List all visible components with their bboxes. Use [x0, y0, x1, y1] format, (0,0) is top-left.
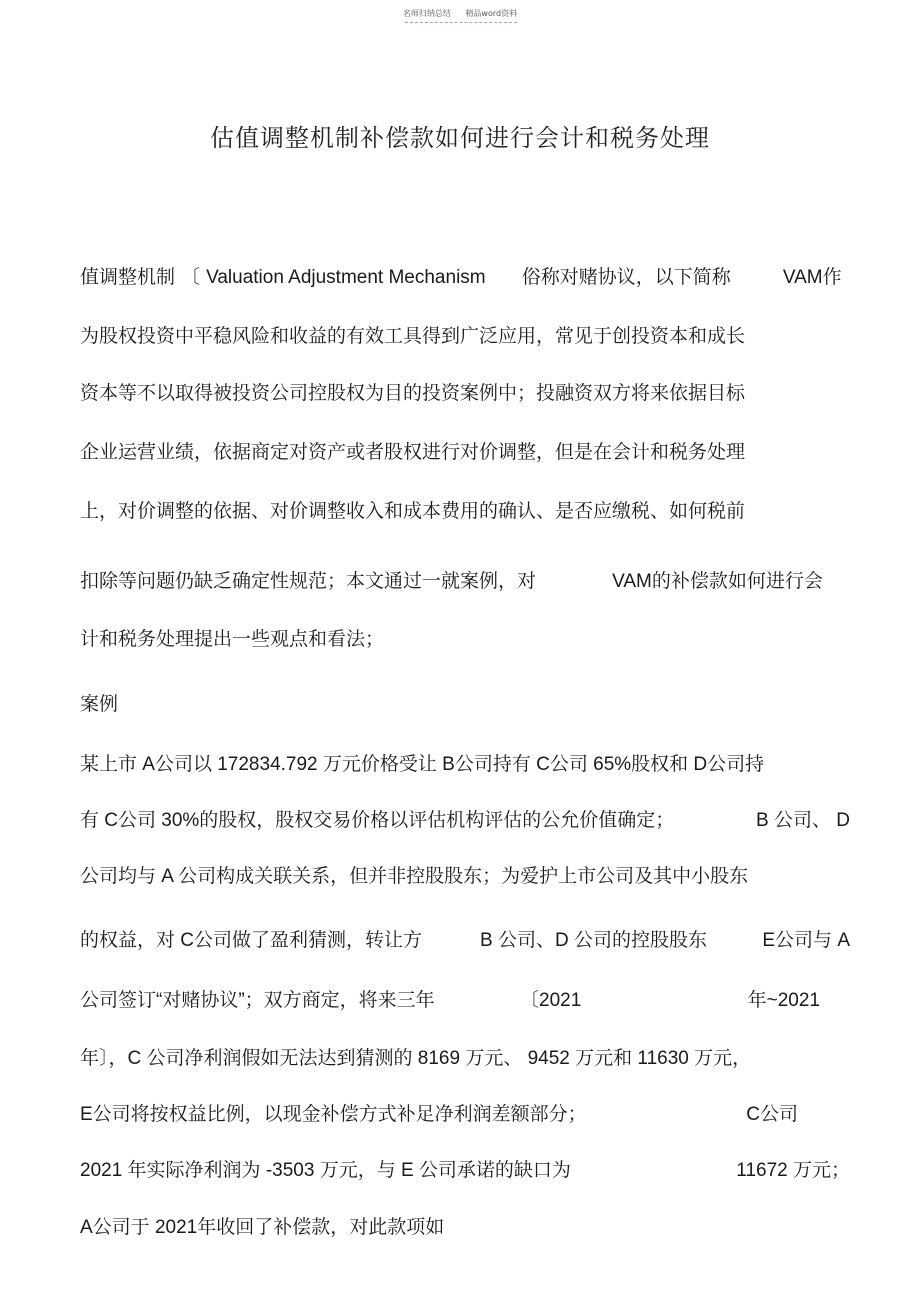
p2-l8-right: 11672 万元； [736, 1160, 850, 1181]
header-right-text: 精品word资料 [465, 9, 518, 18]
paragraph2-line1: 某上市 A公司以 172834.792 万元价格受让 B公司持有 C公司 65%股权和 D公司持 [80, 754, 765, 775]
p1-l1-english-term: Valuation Adjustment Mechanism [206, 267, 486, 288]
paragraph1-line5: 上，对价调整的依据、对价调整收入和成本费用的确认、是否应缴税、如何税前 [80, 500, 746, 522]
paragraph2-line7 [80, 1099, 798, 1126]
paragraph1-line2: 为股权投资中平稳风险和收益的有效工具得到广泛应用，常见于创投资本和成长 [80, 325, 746, 347]
paragraph1-line7: 计和税务处理提出一些观点和看法； [80, 628, 385, 650]
p2-l7-right: C公司 [746, 1104, 798, 1125]
paragraph2-line6: 年〕，C 公司净利润假如无法达到猜测的 8169 万元、 9452 万元和 11630 万元， [80, 1048, 752, 1069]
p2-l5-middle: 〔2021 [520, 990, 582, 1011]
page-header [0, 8, 920, 19]
header-left-text: 名师归纳总结 [402, 9, 451, 18]
p1-l1-middle: 俗称对赌协议，以下简称 [521, 266, 731, 288]
paragraph1-line6 [80, 566, 823, 593]
p2-l2-main: 有 C公司 30%的股权，股权交易价格以评估机构评估的公允价值确定； [80, 810, 675, 831]
section-label: 案例 [80, 693, 119, 715]
p1-l6-prefix: 扣除等问题仍缺乏确定性规范；本文通过一就案例，对 [80, 570, 537, 592]
p2-l2-right: B 公司、 D [756, 810, 850, 831]
p2-l5-main: 公司签订“对赌协议”；双方商定，将来三年 [80, 990, 435, 1011]
paragraph2-line5 [80, 985, 820, 1012]
paragraph1-line3: 资本等不以取得被投资公司控股权为目的投资案例中；投融资双方将来依据目标 [80, 382, 746, 404]
p2-l4-main: 的权益，对 C公司做了盈利猜测，转让方 [80, 930, 423, 951]
paragraph1-line4: 企业运营业绩，依据商定对资产或者股权进行对价调整，但是在会计和税务处理 [80, 441, 746, 463]
header-divider [405, 22, 517, 23]
paragraph1-line1 [80, 262, 842, 289]
p2-l4-middle: B 公司、D 公司的控股股东 [480, 930, 707, 951]
p1-l6-suffix: VAM的补偿款如何进行会 [612, 571, 823, 592]
page-title: 估值调整机制补偿款如何进行会计和税务处理 [210, 124, 710, 152]
paragraph2-line3: 公司均与 A 公司构成关联关系，但并非控股股东；为爱护上市公司及其中小股东 [80, 866, 749, 887]
p1-l1-suffix: VAM作 [782, 267, 842, 288]
paragraph2-line2 [80, 805, 850, 832]
p1-l1-prefix: 值调整机制 〔 [80, 266, 201, 288]
paragraph2-line8 [80, 1155, 850, 1182]
p2-l5-right: 年~2021 [747, 990, 820, 1011]
p2-l4-right: E公司与 A [762, 930, 850, 951]
p2-l8-main: 2021 年实际净利润为 -3503 万元，与 E 公司承诺的缺口为 [80, 1160, 571, 1181]
paragraph2-line4 [80, 925, 850, 952]
paragraph2-line9: A公司于 2021年收回了补偿款，对此款项如 [80, 1217, 445, 1238]
p2-l7-main: E公司将按权益比例，以现金补偿方式补足净利润差额部分； [80, 1104, 587, 1125]
